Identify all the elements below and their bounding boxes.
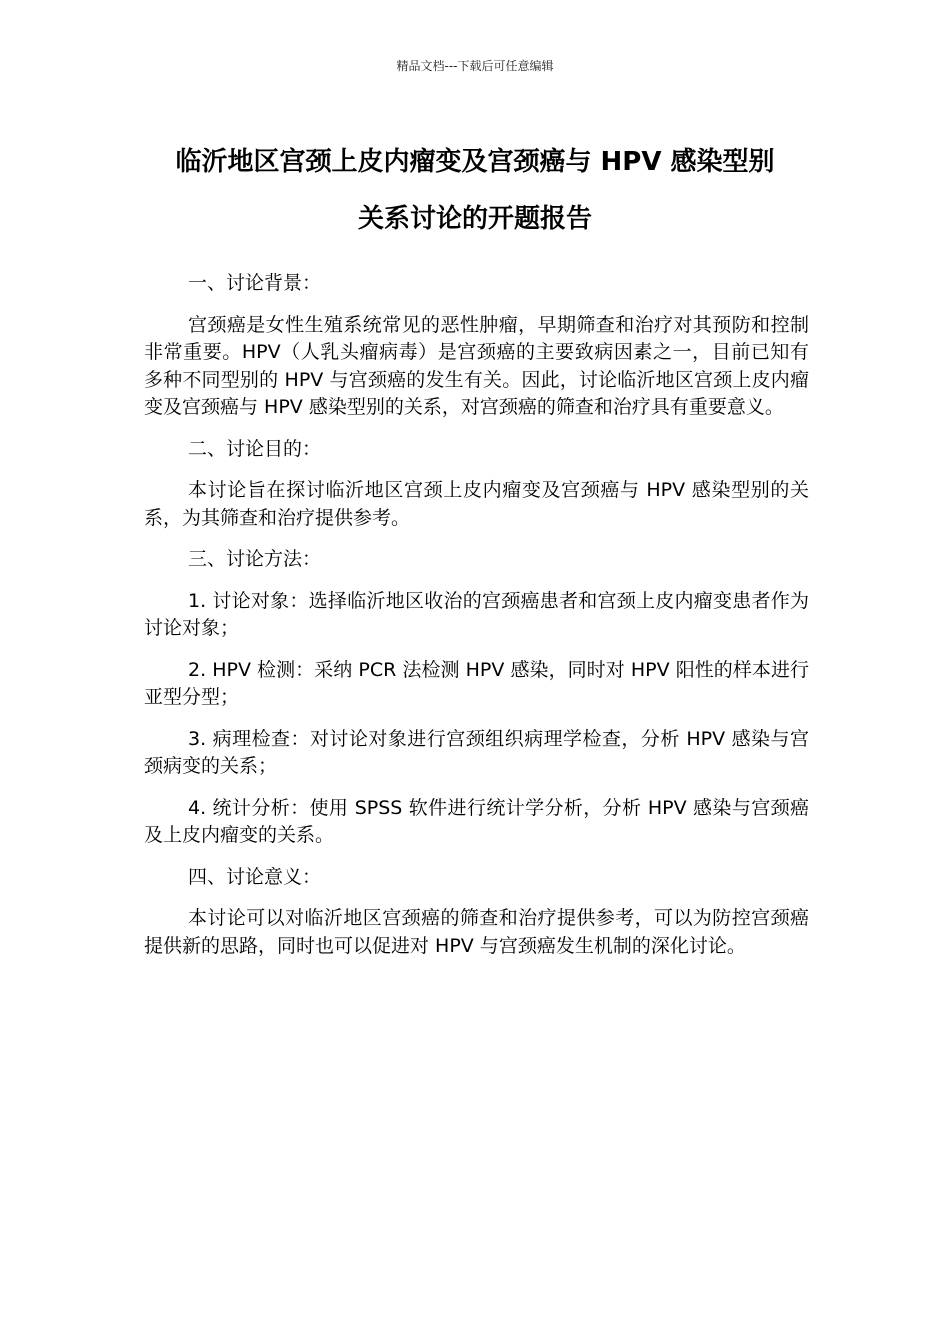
paragraph-purpose: 本讨论旨在探讨临沂地区宫颈上皮内瘤变及宫颈癌与 HPV 感染型别的关系，为其筛查和治疗提供参考。 [144,479,809,529]
section-heading-background: 一、讨论背景： [188,272,322,294]
section-heading-purpose: 二、讨论目的： [188,437,322,460]
method-item: 2. HPV 检测：采纳 PCR 法检测 HPV 感染，同时对 HPV 阳性的样本进行亚型分型； [144,658,809,708]
method-item: 3. 病理检查：对讨论对象进行宫颈组织病理学检查，分析 HPV 感染与宫颈病变的关系； [144,727,809,777]
section-heading-significance: 四、讨论意义： [188,865,322,888]
page-header: 精品文档---下载后可任意编辑 [396,59,554,73]
document-body [144,270,809,974]
method-item: 1. 讨论对象：选择临沂地区收治的宫颈癌患者和宫颈上皮内瘤变患者作为讨论对象； [144,589,809,639]
paragraph-significance: 本讨论可以对临沂地区宫颈癌的筛查和治疗提供参考，可以为防控宫颈癌提供新的思路，同时也可以促进对 HPV 与宫颈癌发生机制的深化讨论。 [144,907,809,957]
section-heading-method: 三、讨论方法： [188,548,322,570]
method-item: 4. 统计分析：使用 SPSS 软件进行统计学分析，分析 HPV 感染与宫颈癌及上皮内瘤变的关系。 [144,796,809,846]
document-title [120,134,830,248]
paragraph-background: 宫颈癌是女性生殖系统常见的恶性肿瘤，早期筛查和治疗对其预防和控制非常重要。HPV（人乳头瘤病毒）是宫颈癌的主要致病因素之一，目前已知有多种不同型别的 HPV 与宫颈癌的发生有关。因此，讨论临沂地区宫颈上皮内瘤变及宫颈癌与 HPV 感染型别的关系，对宫颈癌的筛查和治疗具有重要意义。 [144,313,809,418]
title-line-2: 关系讨论的开题报告 [357,204,592,234]
title-line-1: 临沂地区宫颈上皮内瘤变及宫颈癌与 HPV 感染型别 [175,147,775,177]
